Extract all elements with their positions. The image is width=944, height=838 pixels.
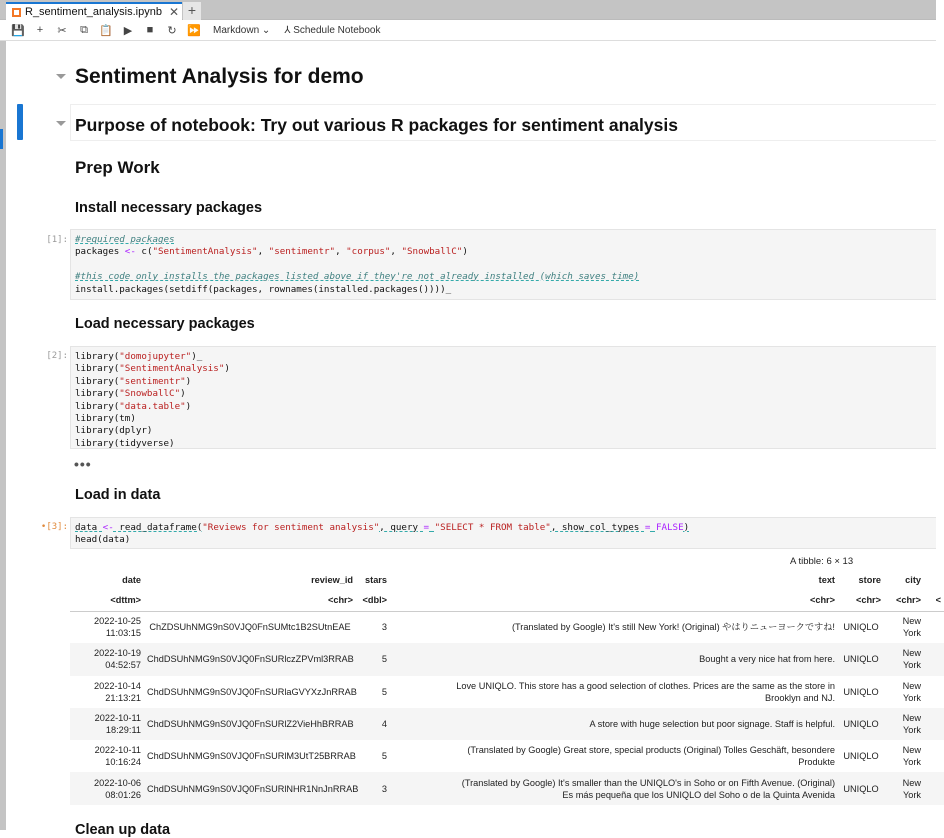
code-token: , (390, 246, 402, 258)
schedule-label: Schedule Notebook (293, 24, 381, 36)
column-header[interactable]: date (122, 575, 141, 585)
column-header[interactable] (924, 570, 944, 590)
code-line (75, 271, 932, 283)
new-tab-button[interactable]: + (183, 2, 201, 20)
column-header[interactable]: store (858, 575, 881, 585)
restart-icon[interactable]: ↻ (167, 24, 177, 37)
table-cell: 2022-10-11 10:16:24 (94, 745, 141, 768)
chevron-down-icon: ⌄ (261, 24, 271, 36)
code-token: library(dplyr) (75, 425, 153, 437)
notebook-title-heading: Sentiment Analysis for demo (75, 65, 364, 88)
cut-icon[interactable]: ✂ (57, 24, 67, 37)
column-type: <chr> (390, 590, 838, 611)
table-cell: ChdDSUhNMG9nS0VJQ0FnSURlaGVYXzJnRRAB (147, 686, 357, 697)
table-cell: New York (902, 777, 921, 800)
code-token: library( (75, 363, 120, 375)
code-token: "corpus" (346, 246, 391, 258)
load-packages-heading: Load necessary packages (75, 316, 255, 332)
active-cell-indicator (17, 104, 23, 140)
tibble-caption: A tibble: 6 × 13 (790, 556, 854, 567)
table-cell: ChdDSUhNMG9nS0VJQ0FnSURlM3UtT25BRRAB (147, 751, 356, 762)
table-cell: New York (902, 680, 921, 703)
table-cell: 2022-10-25 11:03:15 (94, 616, 141, 639)
code-token: library(tidyverse) (75, 437, 175, 449)
code-cell-3[interactable] (70, 517, 936, 549)
code-line (75, 401, 932, 413)
code-token: "SnowballC" (119, 388, 181, 400)
code-token: library( (75, 375, 120, 387)
code-token: , show_col_types (550, 522, 645, 533)
code-token: ) (185, 400, 192, 412)
code-line (75, 363, 932, 375)
code-token: library( (75, 400, 120, 412)
table-row (70, 740, 944, 772)
code-line (75, 522, 932, 534)
code-line (75, 388, 932, 400)
cell-type-label: Markdown (213, 24, 260, 36)
table-row (70, 643, 944, 675)
output-table (70, 570, 944, 805)
column-type: <chr> (144, 590, 356, 611)
code-line (75, 413, 932, 425)
table-cell: 2022-10-19 04:52:57 (94, 648, 141, 671)
code-token: "SELECT * FROM table" (434, 522, 551, 533)
code-token: read_dataframe( (113, 522, 203, 533)
code-line (75, 246, 932, 258)
code-token: library( (75, 388, 120, 400)
table-row (70, 611, 944, 643)
notebook-icon (12, 8, 21, 17)
table-row (70, 772, 944, 804)
code-line (75, 425, 932, 437)
code-token: <- (102, 522, 114, 533)
table-cell: (Translated by Google) Great store, special products (Original) Tolles Geschäft, besondere Produkte (467, 745, 835, 768)
table-cell: A store with huge selection but poor signage. Staff is helpful. (589, 719, 835, 730)
table-cell: UNIQLO (843, 686, 879, 697)
stop-icon[interactable]: ■ (146, 24, 154, 36)
table-cell-cut (924, 708, 944, 740)
table-cell: 5 (381, 686, 387, 697)
table-cell: UNIQLO (843, 783, 879, 794)
code-line (75, 259, 932, 271)
load-data-heading: Load in data (75, 487, 161, 503)
code-token: head(data) (75, 534, 131, 546)
code-token: ) (224, 363, 230, 375)
table-cell: (Translated by Google) It's smaller than the UNIQLO's in Soho or on Fifth Avenue. (Original) Es más pequeña que los UNIQLO del Soho o de la Quinta Avenida (461, 777, 835, 800)
install-packages-heading: Install necessary packages (75, 200, 263, 216)
table-cell: UNIQLO (843, 751, 879, 762)
table-cell-cut (924, 643, 944, 675)
code-token: c( (135, 246, 153, 258)
add-cell-icon[interactable]: + (36, 24, 44, 36)
table-cell: 2022-10-14 21:13:21 (94, 680, 141, 703)
run-all-icon[interactable]: ⏩ (187, 24, 201, 37)
table-cell: 2022-10-11 18:29:11 (94, 713, 141, 736)
code-cell-2[interactable] (70, 346, 936, 449)
schedule-notebook-button[interactable] (284, 25, 380, 36)
table-cell: Bought a very nice hat from here. (699, 654, 835, 665)
collapse-caret-icon[interactable] (56, 121, 66, 126)
code-line (75, 376, 932, 388)
sidebar-indicator (0, 129, 3, 149)
code-token: , (335, 246, 347, 258)
clean-data-heading: Clean up data (75, 822, 171, 838)
code-token: install.packages(setdiff(packages, rownames(installed.packages())))_ (75, 283, 452, 295)
table-cell: UNIQLO (843, 622, 879, 633)
code-token: ) (683, 522, 690, 533)
code-token: ) (462, 246, 468, 258)
column-type: <dttm> (70, 590, 144, 611)
code-token: #required packages (75, 234, 175, 245)
column-type: <chr> (838, 590, 884, 611)
table-cell-cut (924, 772, 944, 804)
table-cell: 2022-10-06 08:01:26 (94, 777, 141, 800)
table-cell: 5 (381, 751, 387, 762)
table-cell: New York (902, 745, 921, 768)
table-cell: ChdDSUhNMG9nS0VJQ0FnSURlNHR1NnJnRRAB (147, 783, 359, 794)
notebook-toolbar (0, 20, 936, 41)
table-cell-cut (924, 676, 944, 708)
table-cell: UNIQLO (843, 654, 879, 665)
tab-title: R_sentiment_analysis.ipynb (25, 6, 162, 18)
left-sidebar-strip[interactable] (0, 41, 6, 830)
column-header[interactable]: review_id (311, 575, 353, 585)
code-token: <- (124, 246, 136, 258)
code-token: = (423, 522, 430, 533)
table-cell-cut (924, 740, 944, 772)
column-type: <chr> (884, 590, 924, 611)
code-token: library( (75, 351, 120, 362)
code-token: "sentimentr" (119, 375, 186, 387)
column-type: < (924, 590, 944, 611)
table-cell: ChdDSUhNMG9nS0VJQ0FnSURlczZPVml3RRAB (147, 654, 354, 665)
cell-type-dropdown[interactable] (213, 25, 270, 36)
prep-work-heading: Prep Work (75, 158, 160, 177)
table-cell: 3 (381, 783, 387, 794)
code-token: ) (185, 375, 192, 387)
code-token: library(tm) (75, 413, 136, 425)
code-token: , (257, 246, 269, 258)
code-token: data (75, 522, 103, 533)
save-icon[interactable]: 💾 (11, 24, 25, 37)
table-cell: 3 (381, 622, 387, 633)
code-token: )_ (191, 351, 203, 362)
schedule-icon: ⅄ (284, 24, 291, 36)
code-line (75, 284, 932, 296)
column-type: <dbl> (356, 590, 390, 611)
table-cell: New York (902, 713, 921, 736)
tab-bar (0, 0, 936, 20)
table-cell: ChZDSUhNMG9nS0VJQ0FnSUMtc1B2SUtnEAE (149, 622, 351, 633)
code-token: ) (180, 388, 186, 400)
code-token: packages (75, 246, 125, 258)
code-token: FALSE (655, 522, 684, 533)
code-token: , query (379, 522, 424, 533)
purpose-heading: Purpose of notebook: Try out various R packages for sentiment analysis (75, 115, 678, 135)
code-token: "SnowballC" (401, 246, 463, 258)
cell-prompt: •[3]: (40, 522, 68, 532)
code-token: "sentimentr" (268, 246, 336, 258)
code-token: "domojupyter" (119, 351, 192, 362)
table-cell: New York (902, 648, 921, 671)
cell-prompt: [2]: (46, 351, 68, 361)
column-type-row (70, 590, 944, 611)
table-row (70, 676, 944, 708)
table-cell: New York (902, 616, 921, 639)
column-header[interactable]: text (818, 575, 835, 585)
close-icon[interactable]: ✕ (168, 5, 179, 19)
cell-prompt: [1]: (46, 235, 68, 245)
table-cell: UNIQLO (843, 719, 879, 730)
code-line (75, 534, 932, 546)
code-line (75, 234, 932, 246)
code-token: "Reviews for sentiment analysis" (202, 522, 380, 533)
code-line (75, 438, 932, 450)
table-cell: 5 (381, 654, 387, 665)
code-token: #this code only installs the packages listed above if they're not already installed (which saves time) (75, 271, 640, 283)
code-token: "SentimentAnalysis" (152, 246, 258, 258)
column-header-row (70, 570, 944, 590)
table-cell: ChdDSUhNMG9nS0VJQ0FnSURlZ2VieHhBRRAB (147, 719, 354, 730)
code-token: "SentimentAnalysis" (119, 363, 225, 375)
code-cell-1[interactable] (70, 229, 936, 300)
copy-icon[interactable]: ⧉ (80, 23, 88, 36)
table-cell-cut (924, 611, 944, 643)
table-row (70, 708, 944, 740)
column-header[interactable]: city (905, 575, 921, 585)
code-token: "data.table" (119, 400, 186, 412)
table-cell: 4 (381, 719, 387, 730)
notebook-tab[interactable] (6, 2, 182, 20)
code-line (75, 351, 932, 363)
paste-icon[interactable]: 📋 (99, 24, 113, 37)
table-cell: (Translated by Google) It's still New York! (Original) やはりニューヨークですね! (511, 622, 835, 633)
table-cell: Love UNIQLO. This store has a good selection of clothes. Prices are the same as the store in Brooklyn and NJ. (456, 680, 835, 703)
collapse-caret-icon[interactable] (56, 74, 66, 79)
column-header[interactable]: stars (365, 575, 387, 585)
code-token: = (644, 522, 651, 533)
collapsed-output-ellipsis[interactable]: ••• (74, 456, 92, 472)
run-icon[interactable]: ▶ (123, 24, 133, 37)
